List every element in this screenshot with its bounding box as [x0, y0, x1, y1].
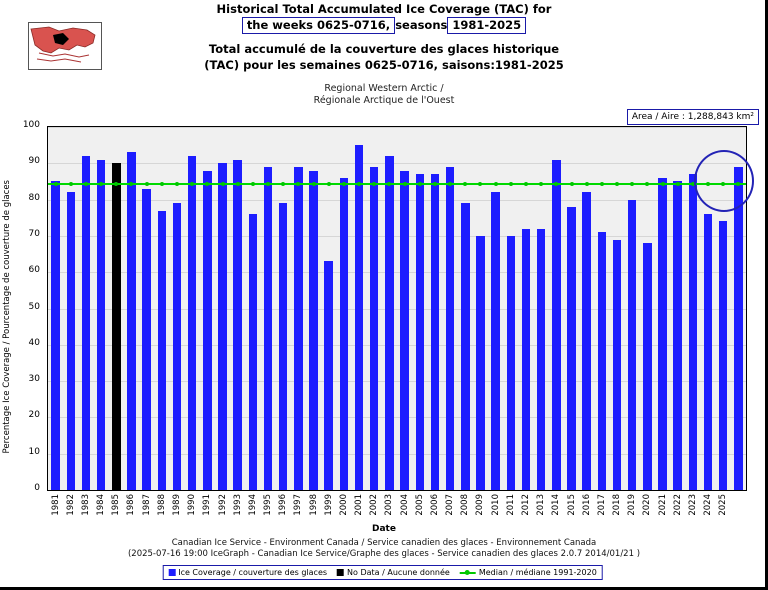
x-tick-label: 2005	[414, 494, 425, 516]
black-swatch-icon	[337, 569, 344, 576]
x-tick-label: 1994	[247, 494, 258, 516]
bar-2021	[658, 178, 666, 490]
credit-line-2: (2025-07-16 19:00 IceGraph - Canadian Ice Service/Graphe des glaces - Service canadien des glaces 2.0.7 2014/01/21 )	[127, 549, 641, 559]
x-tick-label: 1990	[187, 494, 198, 516]
title-en-line1: Historical Total Accumulated Ice Coverage (TAC) for	[216, 2, 552, 16]
median-marker	[69, 182, 73, 186]
bar-1982	[67, 192, 75, 490]
y-tick-label: 80	[28, 192, 40, 203]
x-tick-label: 2022	[672, 494, 683, 516]
x-tick-label: 2009	[475, 494, 486, 516]
x-tick-label: 2020	[642, 494, 653, 516]
legend-no-data-label: No Data / Aucune donnée	[347, 568, 450, 577]
y-tick-label: 90	[28, 156, 40, 167]
bar-2015	[567, 207, 575, 490]
weeks-highlight: the weeks 0625-0716,	[242, 17, 395, 34]
x-tick-label: 1984	[96, 494, 107, 516]
bar-1995	[264, 167, 272, 490]
x-tick-label: 1981	[50, 494, 61, 516]
gridline	[48, 272, 746, 273]
median-marker	[403, 182, 407, 186]
blue-swatch-icon	[168, 569, 175, 576]
bar-2002	[370, 167, 378, 490]
x-tick-label: 1991	[202, 494, 213, 516]
bar-1999	[324, 261, 332, 490]
bar-1996	[279, 203, 287, 490]
median-marker	[600, 182, 604, 186]
median-marker	[251, 182, 255, 186]
gridline	[48, 236, 746, 237]
bar-2001	[355, 145, 363, 490]
bar-1994	[249, 214, 257, 490]
x-tick-label: 2000	[338, 494, 349, 516]
gridline	[48, 417, 746, 418]
bar-2013	[537, 229, 545, 490]
x-tick-label: 1988	[156, 494, 167, 516]
bar-2010	[491, 192, 499, 490]
median-marker	[570, 182, 574, 186]
median-marker	[539, 182, 543, 186]
gridline	[48, 200, 746, 201]
median-marker	[645, 182, 649, 186]
x-tick-label: 1999	[323, 494, 334, 516]
x-tick-label: 2024	[703, 494, 714, 516]
bar-2017	[598, 232, 606, 490]
bar-1998	[309, 171, 317, 490]
x-tick-label: 1989	[171, 494, 182, 516]
bar-1983	[82, 156, 90, 490]
x-tick-label: 2023	[687, 494, 698, 516]
legend-median	[460, 568, 597, 577]
x-tick-label: 1987	[141, 494, 152, 516]
x-axis-title: Date	[372, 524, 396, 534]
bar-2023	[689, 174, 697, 490]
x-tick-label: 2017	[596, 494, 607, 516]
bar-1981	[51, 181, 59, 490]
bar-1989	[173, 203, 181, 490]
bar-2004	[400, 171, 408, 490]
bar-1985	[112, 163, 120, 490]
highlight-circle-2025	[694, 150, 754, 212]
x-tick-label: 2004	[399, 494, 410, 516]
bar-2018	[613, 240, 621, 490]
x-tick-label: 2016	[581, 494, 592, 516]
title-en-line2	[0, 17, 768, 34]
bar-1987	[142, 189, 150, 490]
seasons-highlight: 1981-2025	[447, 17, 526, 34]
x-tick-label: 2003	[384, 494, 395, 516]
bar-2019	[628, 200, 636, 490]
plot-inner	[48, 127, 746, 490]
x-tick-label: 2006	[429, 494, 440, 516]
credit-line-1: Canadian Ice Service - Environment Canada / Service canadien des glaces - Environnement Canada	[171, 538, 597, 548]
median-marker	[524, 182, 528, 186]
x-tick-label: 2007	[445, 494, 456, 516]
median-marker	[509, 182, 513, 186]
y-tick-label: 70	[28, 228, 40, 239]
plot-area	[47, 126, 747, 491]
x-tick-label: 2001	[354, 494, 365, 516]
bar-2020	[643, 243, 651, 490]
bar-2003	[385, 156, 393, 490]
bar-2025	[719, 221, 727, 490]
bar-1992	[218, 163, 226, 490]
median-marker	[312, 182, 316, 186]
area-annotation: Area / Aire : 1,288,843 km²	[627, 109, 759, 125]
median-marker	[676, 182, 680, 186]
gridline	[48, 345, 746, 346]
median-marker	[630, 182, 634, 186]
x-tick-label: 2002	[369, 494, 380, 516]
bar-2024	[704, 214, 712, 490]
gridline	[48, 454, 746, 455]
bar-2012	[522, 229, 530, 490]
y-tick-label: 60	[28, 265, 40, 276]
bar-2000	[340, 178, 348, 490]
bar-2009	[476, 236, 484, 490]
x-tick-label: 1996	[278, 494, 289, 516]
x-tick-label: 2025	[718, 494, 729, 516]
median-marker	[585, 182, 589, 186]
region-label-fr: Régionale Arctique de l'Ouest	[313, 95, 455, 106]
median-marker	[281, 182, 285, 186]
x-tick-label: 2018	[612, 494, 623, 516]
x-tick-label: 2011	[505, 494, 516, 516]
bar-1984	[97, 160, 105, 490]
bar-2011	[507, 236, 515, 490]
median-marker	[327, 182, 331, 186]
seasons-word: seasons	[395, 18, 448, 32]
bar-2006	[431, 174, 439, 490]
y-tick-label: 30	[28, 374, 40, 385]
gridline	[48, 309, 746, 310]
title-block	[0, 2, 768, 107]
y-tick-label: 100	[22, 120, 40, 130]
legend-ice-coverage	[168, 568, 327, 577]
median-line	[48, 183, 746, 185]
median-marker	[463, 182, 467, 186]
x-tick-label: 2012	[520, 494, 531, 516]
bar-1997	[294, 167, 302, 490]
x-tick-label: 1993	[232, 494, 243, 516]
bar-1988	[158, 211, 166, 491]
x-tick-label: 1986	[126, 494, 137, 516]
median-marker	[54, 182, 58, 186]
median-marker	[661, 182, 665, 186]
bar-i45	[734, 167, 742, 490]
title-fr-line1: Total accumulé de la couverture des glaces historique	[208, 42, 560, 56]
bar-2008	[461, 203, 469, 490]
bar-2016	[582, 192, 590, 490]
y-tick-label: 10	[28, 446, 40, 457]
median-marker	[478, 182, 482, 186]
x-tick-label: 1995	[263, 494, 274, 516]
y-tick-label: 0	[34, 483, 40, 493]
median-marker	[494, 182, 498, 186]
bar-1991	[203, 171, 211, 490]
x-tick-label: 1982	[65, 494, 76, 516]
bar-2005	[416, 174, 424, 490]
bar-1990	[188, 156, 196, 490]
gridline	[48, 163, 746, 164]
gridline	[48, 127, 746, 128]
credit-block	[0, 538, 768, 560]
chart-legend	[162, 565, 603, 580]
x-tick-label: 1998	[308, 494, 319, 516]
median-marker	[418, 182, 422, 186]
bar-2014	[552, 160, 560, 490]
median-marker	[160, 182, 164, 186]
x-tick-label: 2010	[490, 494, 501, 516]
bar-1993	[233, 160, 241, 490]
legend-ice-coverage-label: Ice Coverage / couverture des glaces	[178, 568, 328, 577]
median-marker	[175, 182, 179, 186]
x-tick-label: 1992	[217, 494, 228, 516]
x-tick-label: 1985	[111, 494, 122, 516]
green-line-icon	[460, 572, 476, 574]
x-tick-label: 2013	[536, 494, 547, 516]
bar-2022	[673, 181, 681, 490]
y-tick-label: 20	[28, 410, 40, 421]
x-tick-label: 1997	[293, 494, 304, 516]
y-tick-label: 40	[28, 337, 40, 348]
x-tick-label: 2015	[566, 494, 577, 516]
title-fr-line2: (TAC) pour les semaines 0625-0716, saisons:1981-2025	[204, 58, 564, 72]
region-label-en: Regional Western Arctic /	[324, 83, 444, 94]
bar-2007	[446, 167, 454, 490]
median-marker	[236, 182, 240, 186]
median-marker	[221, 182, 225, 186]
y-axis-title: Percentage Ice Coverage / Pourcentage de couverture de glaces	[2, 180, 12, 454]
x-tick-label: 1983	[80, 494, 91, 516]
median-marker	[145, 182, 149, 186]
x-tick-label: 2014	[551, 494, 562, 516]
y-tick-label: 50	[28, 301, 40, 312]
bar-1986	[127, 152, 135, 490]
gridline	[48, 381, 746, 382]
median-marker	[615, 182, 619, 186]
legend-median-label: Median / médiane 1991-2020	[478, 568, 597, 577]
x-tick-label: 2008	[460, 494, 471, 516]
x-tick-label: 2021	[657, 494, 668, 516]
legend-no-data	[337, 568, 450, 577]
x-tick-label: 2019	[627, 494, 638, 516]
